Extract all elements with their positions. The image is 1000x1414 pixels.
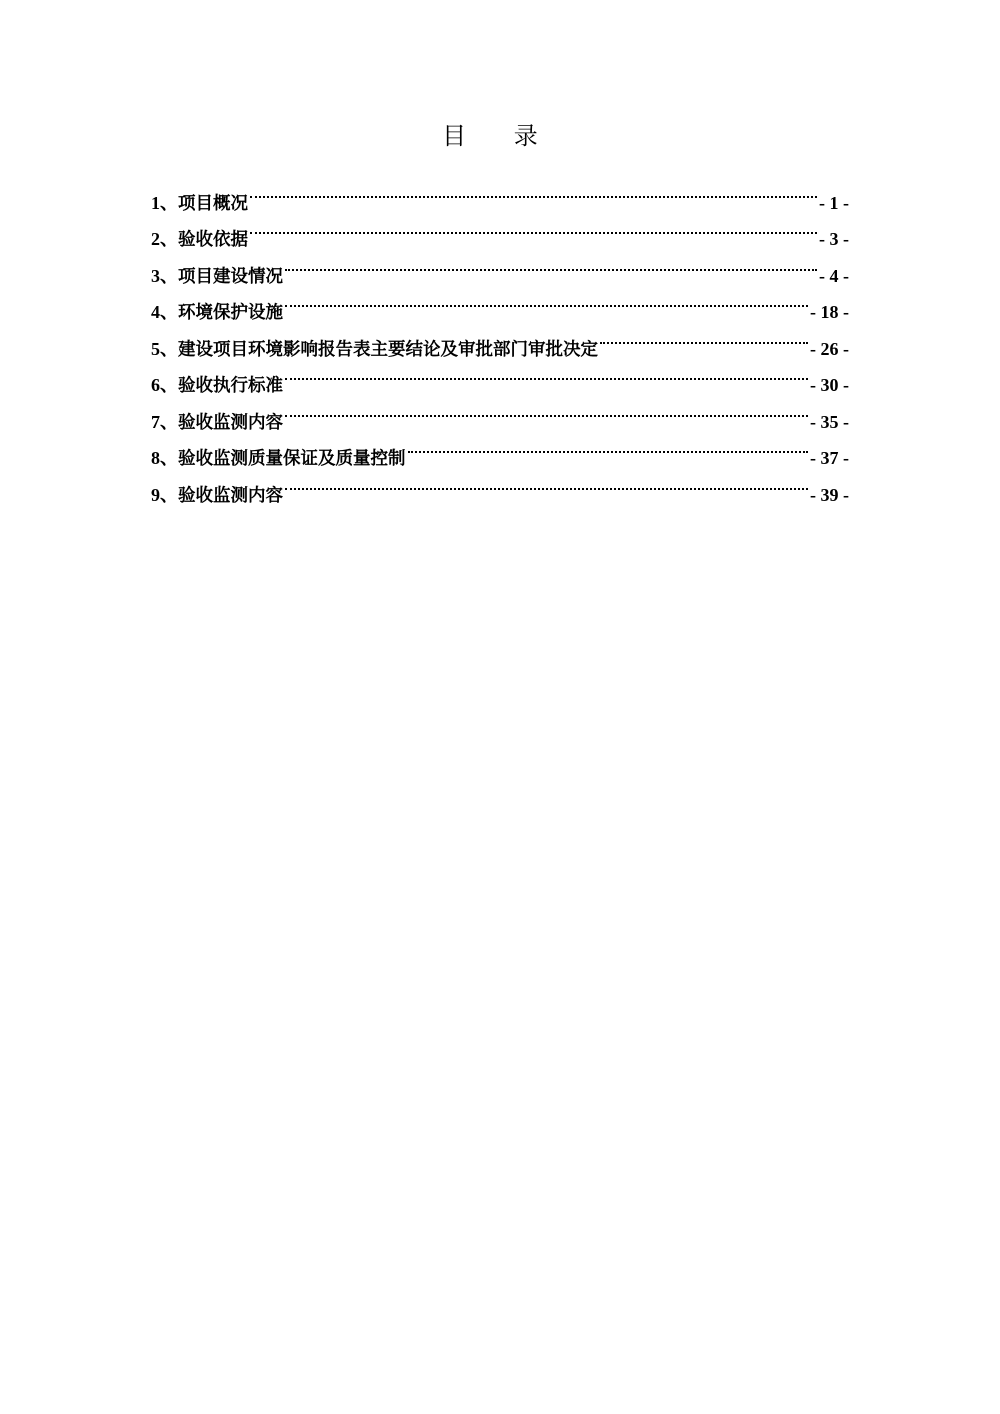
table-of-contents	[151, 172, 849, 506]
toc-dot-leader	[285, 282, 808, 319]
toc-entry-page: - 35 -	[810, 411, 849, 432]
toc-dot-leader	[285, 391, 808, 428]
toc-entry-page: - 3 -	[819, 229, 849, 249]
toc-entry-page: - 1 -	[819, 192, 849, 213]
toc-entry-number: 5	[151, 338, 160, 359]
toc-entry-label: 验收监测内容	[178, 485, 283, 506]
toc-entry[interactable]	[151, 209, 849, 250]
toc-title: 目 录	[442, 122, 558, 150]
toc-entry-label: 建设项目环境影响报告表主要结论及审批部门审批决定	[178, 339, 598, 360]
toc-entry-number: 3	[151, 265, 160, 286]
toc-entry-page: - 18 -	[810, 302, 849, 322]
toc-dot-leader	[285, 355, 808, 392]
toc-entry-number: 7	[151, 411, 160, 432]
toc-entry-label: 环境保护设施	[178, 303, 283, 323]
toc-entry-number: 9	[151, 484, 160, 505]
toc-entry-separator: 、	[160, 484, 178, 506]
toc-entry-number: 2	[151, 229, 160, 249]
toc-entry-separator: 、	[160, 375, 178, 396]
toc-entry-page: - 37 -	[810, 448, 849, 468]
toc-entry-separator: 、	[160, 302, 178, 323]
toc-entry-number: 6	[151, 375, 160, 395]
toc-entry-page: - 30 -	[810, 375, 849, 395]
toc-entry-separator: 、	[160, 229, 178, 250]
toc-entry-label: 验收依据	[178, 230, 248, 250]
toc-entry-number: 1	[151, 192, 160, 213]
toc-entry[interactable]	[151, 245, 849, 287]
toc-entry-separator: 、	[160, 265, 178, 287]
toc-dot-leader	[408, 428, 809, 465]
toc-entry-separator: 、	[160, 192, 178, 214]
toc-dot-leader	[285, 464, 808, 501]
toc-entry-page: - 4 -	[819, 265, 849, 286]
toc-entry-separator: 、	[160, 448, 178, 469]
toc-dot-leader	[250, 172, 817, 209]
toc-entry-number: 4	[151, 302, 160, 322]
toc-entry-label: 验收执行标准	[178, 376, 283, 396]
toc-entry-label: 验收监测质量保证及质量控制	[178, 449, 406, 469]
toc-entry-number: 8	[151, 448, 160, 468]
toc-entry-label: 验收监测内容	[178, 412, 283, 433]
toc-dot-leader	[600, 318, 808, 355]
toc-dot-leader	[285, 245, 817, 282]
toc-dot-leader	[250, 209, 817, 246]
toc-entry-label: 项目概况	[178, 193, 248, 214]
toc-entry-page: - 26 -	[810, 338, 849, 359]
toc-entry-page: - 39 -	[810, 484, 849, 505]
toc-entry[interactable]	[151, 172, 849, 214]
toc-entry-separator: 、	[160, 411, 178, 433]
toc-entry-separator: 、	[160, 338, 178, 360]
toc-entry-label: 项目建设情况	[178, 266, 283, 287]
